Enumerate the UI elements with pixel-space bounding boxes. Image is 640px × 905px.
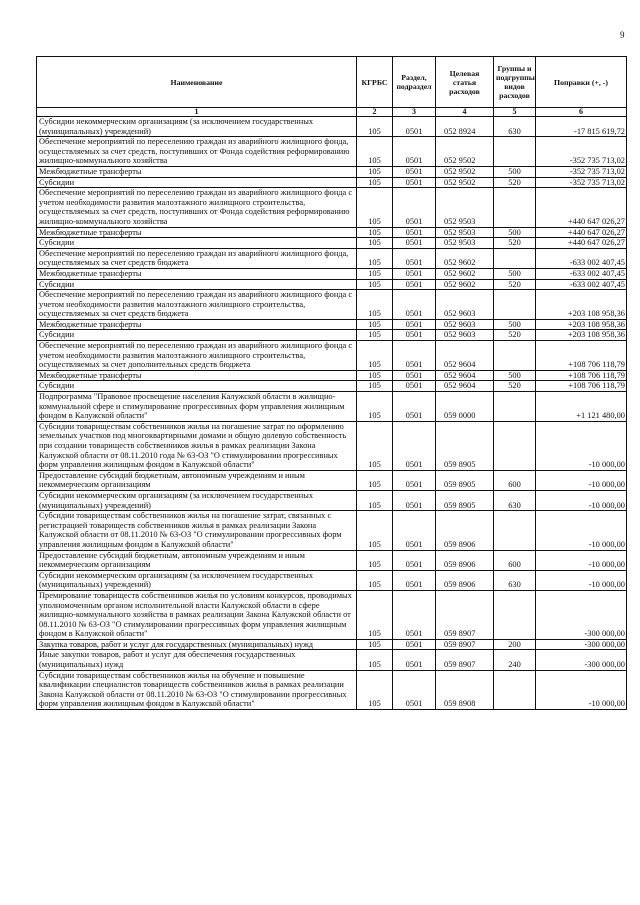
- row-amount: +440 647 026,27: [536, 227, 627, 238]
- row-group: [494, 188, 536, 227]
- row-target: 052 8924: [436, 117, 494, 137]
- row-amount: -10 000,00: [536, 670, 627, 709]
- row-group: 500: [494, 268, 536, 279]
- table-row: [37, 590, 627, 639]
- row-kgrbs: 105: [357, 279, 393, 290]
- row-amount: +440 647 026,27: [536, 188, 627, 227]
- row-name: Субсидии: [37, 381, 357, 392]
- row-kgrbs: 105: [357, 330, 393, 341]
- row-name: Субсидии: [37, 238, 357, 249]
- row-target: 059 8907: [436, 590, 494, 639]
- row-amount: -633 002 407,45: [536, 268, 627, 279]
- row-target: 052 9502: [436, 137, 494, 167]
- row-name: Субсидии товариществам собственников жилья на погашение затрат по оформлению земельных участков под многоквартирными домами и общую долевую собственность при создании товариществ собственников жилья в рамках реализации Закона Калужской области от 08.11.2010 года № 63-ОЗ "О стимулировании прогрессивных форм управления жилищным фондом в Калужской области": [37, 421, 357, 470]
- column-number-row: [37, 108, 627, 117]
- table-row: [37, 330, 627, 341]
- row-section: 0501: [393, 490, 436, 510]
- row-kgrbs: 105: [357, 137, 393, 167]
- row-name: Обеспечение мероприятий по переселению граждан из аварийного жилищного фонда, осуществляемых за счет средств бюджета: [37, 248, 357, 268]
- row-group: 500: [494, 319, 536, 330]
- row-amount: -10 000,00: [536, 421, 627, 470]
- row-group: 600: [494, 470, 536, 490]
- row-amount: +1 121 480,00: [536, 392, 627, 422]
- table-row: [37, 550, 627, 570]
- row-target: 059 8905: [436, 470, 494, 490]
- row-name: Субсидии товариществам собственников жилья на погашение затрат, связанных с регистрацией товариществ собственников жилья в рамках реализации Закона Калужской области от 08.11.2010 № 63-ОЗ "О стимулировании прогрессивных форм управления жилищным фондом в Калужской области": [37, 511, 357, 550]
- row-name: Межбюджетные трансферты: [37, 227, 357, 238]
- row-amount: -10 000,00: [536, 470, 627, 490]
- table-row: [37, 470, 627, 490]
- row-target: 052 9603: [436, 319, 494, 330]
- table-row: [37, 137, 627, 167]
- row-target: 052 9503: [436, 238, 494, 249]
- row-name: Межбюджетные трансферты: [37, 268, 357, 279]
- row-target: 059 8906: [436, 511, 494, 550]
- row-kgrbs: 105: [357, 392, 393, 422]
- row-target: 059 8906: [436, 550, 494, 570]
- row-group: [494, 248, 536, 268]
- table-row: [37, 290, 627, 320]
- row-name: Обеспечение мероприятий по переселению граждан из аварийного жилищного фонда, осуществляемых за счет средств, поступивших от Фонда содействия реформированию жилищно-коммунального хозяйства: [37, 137, 357, 167]
- table-row: [37, 421, 627, 470]
- row-amount: -633 002 407,45: [536, 279, 627, 290]
- row-kgrbs: 105: [357, 177, 393, 188]
- row-section: 0501: [393, 670, 436, 709]
- row-kgrbs: 105: [357, 511, 393, 550]
- table-row: [37, 392, 627, 422]
- row-amount: +203 108 958,36: [536, 290, 627, 320]
- page-number: 9: [620, 30, 625, 40]
- row-section: 0501: [393, 188, 436, 227]
- row-target: 059 8907: [436, 650, 494, 670]
- row-kgrbs: 105: [357, 319, 393, 330]
- row-group: [494, 590, 536, 639]
- row-name: Обеспечение мероприятий по переселению граждан из аварийного жилищного фонда с учетом необходимости развития малоэтажного жилищного строительства, осуществляемых за счет средств бюджета: [37, 290, 357, 320]
- budget-amendments-table: [36, 56, 627, 710]
- header-amount: Поправки (+, -): [536, 57, 627, 108]
- row-target: 052 9604: [436, 341, 494, 371]
- row-name: Субсидии: [37, 279, 357, 290]
- row-name: Субсидии некоммерческим организациям (за исключением государственных (муниципальных) учреждений): [37, 490, 357, 510]
- row-amount: -633 002 407,45: [536, 248, 627, 268]
- row-kgrbs: 105: [357, 590, 393, 639]
- col-number: 6: [536, 108, 627, 117]
- row-kgrbs: 105: [357, 238, 393, 249]
- row-amount: -352 735 713,02: [536, 166, 627, 177]
- row-group: 500: [494, 370, 536, 381]
- row-section: 0501: [393, 166, 436, 177]
- row-kgrbs: 105: [357, 639, 393, 650]
- row-group: 200: [494, 639, 536, 650]
- row-section: 0501: [393, 248, 436, 268]
- row-kgrbs: 105: [357, 166, 393, 177]
- table-row: [37, 670, 627, 709]
- row-amount: -17 815 619,72: [536, 117, 627, 137]
- row-name: Закупка товаров, работ и услуг для государственных (муниципальных) нужд: [37, 639, 357, 650]
- row-target: 052 9603: [436, 330, 494, 341]
- row-section: 0501: [393, 319, 436, 330]
- row-name: Предоставление субсидий бюджетным, автономным учреждениям и иным некоммерческим организациям: [37, 550, 357, 570]
- row-amount: +440 647 026,27: [536, 238, 627, 249]
- row-name: Иные закупки товаров, работ и услуг для обеспечения государственных (муниципальных) нужд: [37, 650, 357, 670]
- row-target: 059 8906: [436, 570, 494, 590]
- row-group: 520: [494, 279, 536, 290]
- table-row: [37, 268, 627, 279]
- row-kgrbs: 105: [357, 470, 393, 490]
- row-name: Обеспечение мероприятий по переселению граждан из аварийного жилищного фонда с учетом необходимости развития малоэтажного жилищного строительства, осуществляемых за счет дополнительных средств бюджета: [37, 341, 357, 371]
- row-target: 052 9604: [436, 370, 494, 381]
- row-amount: +203 108 958,36: [536, 330, 627, 341]
- table-row: [37, 238, 627, 249]
- row-section: 0501: [393, 590, 436, 639]
- row-section: 0501: [393, 421, 436, 470]
- row-group: 500: [494, 166, 536, 177]
- row-section: 0501: [393, 639, 436, 650]
- row-name: Обеспечение мероприятий по переселению граждан из аварийного жилищного фонда с учетом необходимости развития малоэтажного жилищного строительства, осуществляемых за счет средств, поступивших от Фонда содействия реформированию жилищно-коммунального хозяйства: [37, 188, 357, 227]
- row-target: 052 9503: [436, 188, 494, 227]
- header-group: Группы и подгруппы видов расходов: [494, 57, 536, 108]
- row-group: 600: [494, 550, 536, 570]
- row-name: Межбюджетные трансферты: [37, 370, 357, 381]
- row-section: 0501: [393, 570, 436, 590]
- row-group: 520: [494, 381, 536, 392]
- row-group: [494, 392, 536, 422]
- row-group: 630: [494, 570, 536, 590]
- col-number: 5: [494, 108, 536, 117]
- table-row: [37, 188, 627, 227]
- row-kgrbs: 105: [357, 570, 393, 590]
- row-section: 0501: [393, 392, 436, 422]
- row-amount: -352 735 713,02: [536, 137, 627, 167]
- row-amount: +108 706 118,79: [536, 341, 627, 371]
- row-kgrbs: 105: [357, 370, 393, 381]
- row-target: 052 9502: [436, 177, 494, 188]
- table-row: [37, 650, 627, 670]
- col-number: 4: [436, 108, 494, 117]
- row-amount: -10 000,00: [536, 570, 627, 590]
- row-group: 520: [494, 330, 536, 341]
- row-target: 052 9602: [436, 279, 494, 290]
- row-name: Субсидии: [37, 177, 357, 188]
- table-row: [37, 248, 627, 268]
- row-amount: -10 000,00: [536, 490, 627, 510]
- row-group: 500: [494, 227, 536, 238]
- row-group: [494, 290, 536, 320]
- col-number: 1: [37, 108, 357, 117]
- row-kgrbs: 105: [357, 117, 393, 137]
- row-amount: +108 706 118,79: [536, 370, 627, 381]
- row-amount: -10 000,00: [536, 550, 627, 570]
- row-section: 0501: [393, 177, 436, 188]
- row-target: 059 0000: [436, 392, 494, 422]
- table-row: [37, 570, 627, 590]
- row-name: Субсидии: [37, 330, 357, 341]
- row-group: 240: [494, 650, 536, 670]
- header-target: Целевая статья расходов: [436, 57, 494, 108]
- row-amount: -352 735 713,02: [536, 177, 627, 188]
- row-section: 0501: [393, 137, 436, 167]
- row-kgrbs: 105: [357, 490, 393, 510]
- header-name: Наименование: [37, 57, 357, 108]
- row-section: 0501: [393, 117, 436, 137]
- row-kgrbs: 105: [357, 550, 393, 570]
- row-target: 052 9604: [436, 381, 494, 392]
- row-group: [494, 511, 536, 550]
- row-amount: +108 706 118,79: [536, 381, 627, 392]
- row-name: Предоставление субсидий бюджетным, автономным учреждениям и иным некоммерческим организациям: [37, 470, 357, 490]
- row-section: 0501: [393, 238, 436, 249]
- row-name: Субсидии некоммерческим организациям (за исключением государственных (муниципальных) учреждений): [37, 117, 357, 137]
- row-section: 0501: [393, 290, 436, 320]
- col-number: 2: [357, 108, 393, 117]
- row-name: Премирование товариществ собственников жилья по условиям конкурсов, проводимых уполномоченным органом исполнительной власти Калужской области в сфере жилищно-коммунального хозяйства в рамках реализации Закона Калужской области от 08.11.2010 № 63-ОЗ "О стимулировании прогрессивных форм управления жилищным фондом в Калужской области": [37, 590, 357, 639]
- row-section: 0501: [393, 279, 436, 290]
- row-kgrbs: 105: [357, 650, 393, 670]
- table-row: [37, 227, 627, 238]
- row-name: Межбюджетные трансферты: [37, 319, 357, 330]
- table-row: [37, 370, 627, 381]
- row-kgrbs: 105: [357, 670, 393, 709]
- row-name: Субсидии товариществам собственников жилья на обучение и повышение квалификации специалистов товариществ собственников жилья в рамках реализации Закона Калужской области от 08.11.2010 № 63-ОЗ "О стимулировании прогрессивных форм управления жилищным фондом в Калужской области": [37, 670, 357, 709]
- table-row: [37, 319, 627, 330]
- row-group: [494, 421, 536, 470]
- row-section: 0501: [393, 268, 436, 279]
- row-kgrbs: 105: [357, 227, 393, 238]
- row-group: [494, 341, 536, 371]
- header-kgrbs: КГРБС: [357, 57, 393, 108]
- table-row: [37, 381, 627, 392]
- row-group: [494, 137, 536, 167]
- table-row: [37, 117, 627, 137]
- row-group: 520: [494, 177, 536, 188]
- header-section: Раздел, подраздел: [393, 57, 436, 108]
- row-target: 052 9602: [436, 268, 494, 279]
- row-target: 052 9502: [436, 166, 494, 177]
- row-kgrbs: 105: [357, 188, 393, 227]
- row-name: Подпрограмма "Правовое просвещение населения Калужской области в жилищно-коммунальной сфере и стимулирование прогрессивных форм управления жилищным фондом в Калужской области": [37, 392, 357, 422]
- row-amount: -300 000,00: [536, 639, 627, 650]
- row-section: 0501: [393, 381, 436, 392]
- row-target: 059 8905: [436, 490, 494, 510]
- row-group: 630: [494, 490, 536, 510]
- row-kgrbs: 105: [357, 341, 393, 371]
- row-amount: +203 108 958,36: [536, 319, 627, 330]
- table-row: [37, 177, 627, 188]
- row-section: 0501: [393, 470, 436, 490]
- row-kgrbs: 105: [357, 268, 393, 279]
- row-name: Межбюджетные трансферты: [37, 166, 357, 177]
- row-section: 0501: [393, 511, 436, 550]
- row-section: 0501: [393, 550, 436, 570]
- row-section: 0501: [393, 341, 436, 371]
- row-target: 052 9603: [436, 290, 494, 320]
- row-target: 059 8907: [436, 639, 494, 650]
- header-row: [37, 57, 627, 108]
- col-number: 3: [393, 108, 436, 117]
- table-row: [37, 279, 627, 290]
- row-group: [494, 670, 536, 709]
- row-section: 0501: [393, 227, 436, 238]
- row-target: 052 9602: [436, 248, 494, 268]
- table-row: [37, 639, 627, 650]
- row-kgrbs: 105: [357, 421, 393, 470]
- table-row: [37, 511, 627, 550]
- row-section: 0501: [393, 370, 436, 381]
- row-section: 0501: [393, 650, 436, 670]
- row-name: Субсидии некоммерческим организациям (за исключением государственных (муниципальных) учреждений): [37, 570, 357, 590]
- row-kgrbs: 105: [357, 381, 393, 392]
- table-row: [37, 166, 627, 177]
- table-row: [37, 341, 627, 371]
- row-group: 630: [494, 117, 536, 137]
- row-amount: -300 000,00: [536, 650, 627, 670]
- row-kgrbs: 105: [357, 248, 393, 268]
- row-target: 059 8908: [436, 670, 494, 709]
- row-kgrbs: 105: [357, 290, 393, 320]
- row-target: 052 9503: [436, 227, 494, 238]
- row-amount: -300 000,00: [536, 590, 627, 639]
- row-group: 520: [494, 238, 536, 249]
- row-target: 059 8905: [436, 421, 494, 470]
- row-amount: -10 000,00: [536, 511, 627, 550]
- table-row: [37, 490, 627, 510]
- row-section: 0501: [393, 330, 436, 341]
